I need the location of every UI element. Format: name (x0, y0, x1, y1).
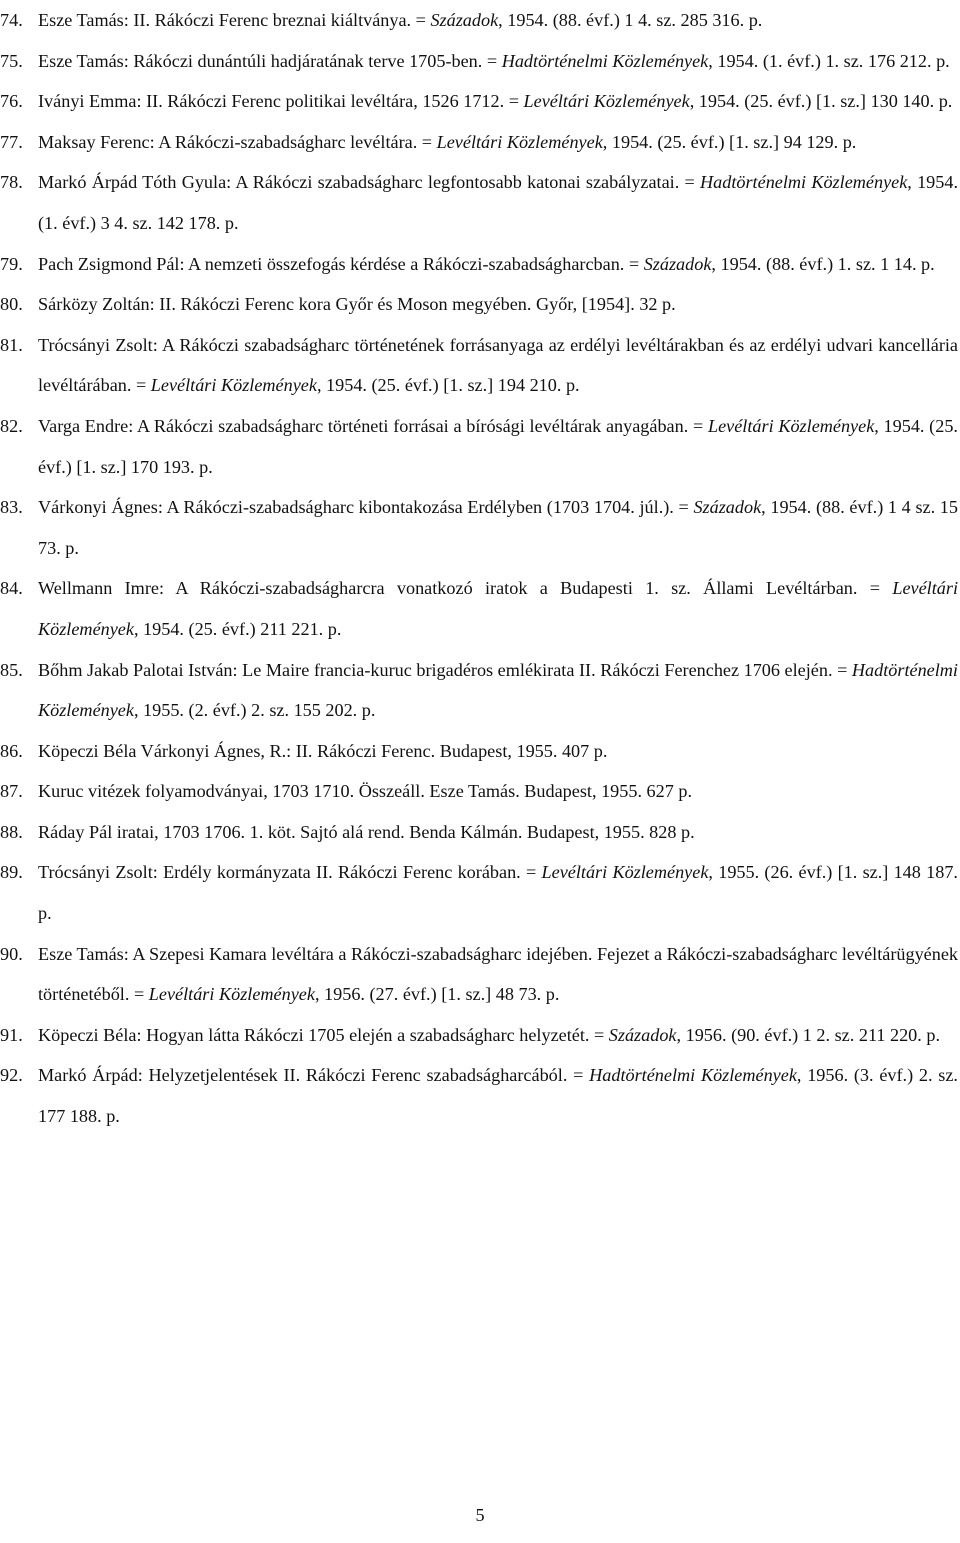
entry-text-segment: Iványi Emma: II. Rákóczi Ferenc politikai levéltára, 1526 1712. = (38, 91, 524, 112)
entry-text (38, 934, 958, 1015)
entry-text-segment: Wellmann Imre: A Rákóczi-szabadságharcra vonatkozó iratok a Budapesti 1. sz. Állami Levéltárban. = (38, 578, 893, 599)
bibliography-entry (0, 650, 958, 731)
entry-number: 77. (0, 131, 23, 152)
entry-number: 82. (0, 415, 23, 436)
entry-number: 80. (0, 294, 23, 315)
entry-text-segment: , 1954. (1. évf.) 1. sz. 176 212. p. (708, 50, 950, 71)
entry-text (38, 325, 958, 406)
journal-title: Hadtörténelmi Közlemények (589, 1065, 797, 1086)
entry-number: 74. (0, 10, 23, 30)
entry-text-segment: Esze Tamás: A Szepesi Kamara levéltára a Rákóczi-szabadságharc idejében. Fejezet a Rákóczi-szabadságharc levéltárügyének történetéből. = (38, 943, 958, 1005)
page-number: 5 (475, 1505, 485, 1525)
entry-number: 88. (0, 821, 23, 842)
entry-text-segment: , 1954. (25. évf.) [1. sz.] 94 129. p. (602, 131, 857, 152)
entry-number: 76. (0, 91, 23, 112)
bibliography-entry (0, 162, 958, 243)
entry-text (38, 568, 958, 649)
journal-title: Századok (643, 253, 712, 274)
entry-text (38, 771, 958, 812)
journal-title: Századok (608, 1024, 677, 1045)
journal-title: Századok (693, 497, 762, 518)
journal-title: Levéltári Közlemények (541, 862, 709, 883)
bibliography-entry (0, 487, 958, 568)
entry-text (38, 81, 958, 122)
entry-text (38, 731, 958, 772)
entry-text (38, 812, 958, 853)
entry-text-segment: Esze Tamás: II. Rákóczi Ferenc breznai kiáltványa. = (38, 10, 431, 30)
entry-text-segment: Kuruc vitézek folyamodványai, 1703 1710. Összeáll. Esze Tamás. Budapest, 1955. 627 p. (38, 781, 693, 802)
entry-number: 90. (0, 943, 23, 964)
bibliography-entry (0, 1015, 958, 1056)
entry-number: 89. (0, 862, 23, 883)
bibliography-entry (0, 41, 958, 82)
entry-text-segment: , 1956. (90. évf.) 1 2. sz. 211 220. p. (676, 1024, 941, 1045)
bibliography-entry (0, 0, 958, 41)
journal-title: Levéltári Közlemények (436, 131, 603, 152)
entry-text-segment: , 1955. (2. évf.) 2. sz. 155 202. p. (133, 700, 376, 721)
entry-text (38, 244, 958, 285)
entry-number: 79. (0, 253, 23, 274)
entry-text-segment: , 1954. (25. évf.) [1. sz.] 130 140. p. (689, 91, 953, 112)
entry-number: 91. (0, 1024, 23, 1045)
journal-title: Századok (430, 10, 499, 30)
entry-text-segment: Bőhm Jakab Palotai István: Le Maire francia-kuruc brigadéros emlékirata II. Rákóczi Ferenchez 1706 elején. = (38, 659, 852, 680)
bibliography-entry (0, 568, 958, 649)
entry-number: 83. (0, 497, 23, 518)
journal-title: Levéltári Közlemények (523, 91, 690, 112)
entry-number: 78. (0, 172, 23, 193)
journal-title: Levéltári Közlemények (148, 984, 315, 1005)
entry-text (38, 122, 958, 163)
entry-text-segment: Esze Tamás: Rákóczi dunántúli hadjáratának terve 1705-ben. = (38, 50, 502, 71)
entry-text (38, 406, 958, 487)
entry-text-segment: , 1954. (25. évf.) [1. sz.] 194 210. p. (316, 375, 580, 396)
entry-text (38, 162, 958, 243)
entry-text (38, 650, 958, 731)
journal-title: Hadtörténelmi Közlemények (700, 172, 908, 193)
entry-text-segment: Maksay Ferenc: A Rákóczi-szabadságharc levéltára. = (38, 131, 437, 152)
bibliography-entry (0, 81, 958, 122)
entry-text-segment: Sárközy Zoltán: II. Rákóczi Ferenc kora Győr és Moson megyében. Győr, [1954]. 32 p. (38, 294, 676, 315)
entry-number: 81. (0, 334, 23, 355)
bibliography-entry (0, 122, 958, 163)
entry-text-segment: , 1955. (26. évf.) [1. sz.] 148 187. p. (38, 862, 958, 924)
entry-text-segment: Várkonyi Ágnes: A Rákóczi-szabadságharc kibontakozása Erdélyben (1703 1704. júl.). = (38, 497, 694, 518)
journal-title: Levéltári Közlemények (38, 578, 958, 639)
bibliography-entry (0, 284, 958, 325)
entry-number: 92. (0, 1065, 23, 1086)
entry-text-segment: Köpeczi Béla: Hogyan látta Rákóczi 1705 elején a szabadságharc helyzetét. = (38, 1024, 609, 1045)
entry-number: 85. (0, 659, 23, 680)
entry-text-segment: Varga Endre: A Rákóczi szabadságharc történeti forrásai a bírósági levéltárak anyagában. = (38, 415, 708, 436)
entry-text (38, 284, 958, 325)
journal-title: Hadtörténelmi Közlemények (501, 50, 709, 71)
entry-number: 84. (0, 578, 23, 599)
entry-number: 87. (0, 781, 23, 802)
entry-text-segment: Ráday Pál iratai, 1703 1706. 1. köt. Sajtó alá rend. Benda Kálmán. Budapest, 1955. 828 p. (38, 821, 695, 842)
entry-text (38, 852, 958, 933)
entry-text (38, 41, 958, 82)
entry-text-segment: , 1956. (27. évf.) [1. sz.] 48 73. p. (314, 984, 560, 1005)
journal-title: Hadtörténelmi Közlemények (38, 659, 958, 721)
entry-text-segment: , 1954. (88. évf.) 1 4. sz. 285 316. p. (498, 10, 763, 30)
entry-text-segment: Pach Zsigmond Pál: A nemzeti összefogás kérdése a Rákóczi-szabadságharcban. = (38, 253, 644, 274)
entry-text-segment: Trócsányi Zsolt: Erdély kormányzata II. Rákóczi Ferenc korában. = (38, 862, 542, 883)
bibliography-entry (0, 812, 958, 853)
entry-text (38, 487, 958, 568)
entry-text-segment: Markó Árpád Tóth Gyula: A Rákóczi szabadságharc legfontosabb katonai szabályzatai. = (38, 172, 701, 193)
entry-text-segment: , 1954. (25. évf.) 211 221. p. (133, 618, 342, 639)
journal-title: Levéltári Közlemények (150, 375, 317, 396)
entry-text-segment: , 1954. (88. évf.) 1. sz. 1 14. p. (711, 253, 935, 274)
bibliography-entry (0, 934, 958, 1015)
entry-text-segment: , 1954. (88. évf.) 1 4 sz. 15 73. p. (38, 497, 958, 558)
entry-number: 75. (0, 50, 23, 71)
entry-text-segment: , 1954. (1. évf.) 3 4. sz. 142 178. p. (38, 172, 959, 233)
bibliography-entry (0, 852, 958, 933)
entry-text-segment: Köpeczi Béla Várkonyi Ágnes, R.: II. Rákóczi Ferenc. Budapest, 1955. 407 p. (38, 740, 608, 761)
entry-text-segment: Markó Árpád: Helyzetjelentések II. Rákóczi Ferenc szabadságharcából. = (38, 1065, 590, 1086)
entry-text-segment: , 1954. (25. évf.) [1. sz.] 170 193. p. (38, 415, 958, 477)
entry-text (38, 1015, 958, 1056)
bibliography-entry (0, 325, 958, 406)
bibliography-entry (0, 1055, 958, 1136)
entry-text (38, 0, 958, 41)
entry-text (38, 1055, 958, 1136)
bibliography-entry (0, 771, 958, 812)
journal-title: Levéltári Közlemények (707, 415, 875, 436)
bibliography-entry (0, 406, 958, 487)
bibliography-entry (0, 731, 958, 772)
entry-number: 86. (0, 740, 23, 761)
bibliography-entry (0, 244, 958, 285)
entry-text-segment: , 1956. (3. évf.) 2. sz. 177 188. p. (38, 1065, 958, 1127)
entry-text-segment: Trócsányi Zsolt: A Rákóczi szabadságharc történetének forrásanyaga az erdélyi levéltárakban és az erdélyi udvari kancellária levéltárában. = (38, 334, 958, 396)
